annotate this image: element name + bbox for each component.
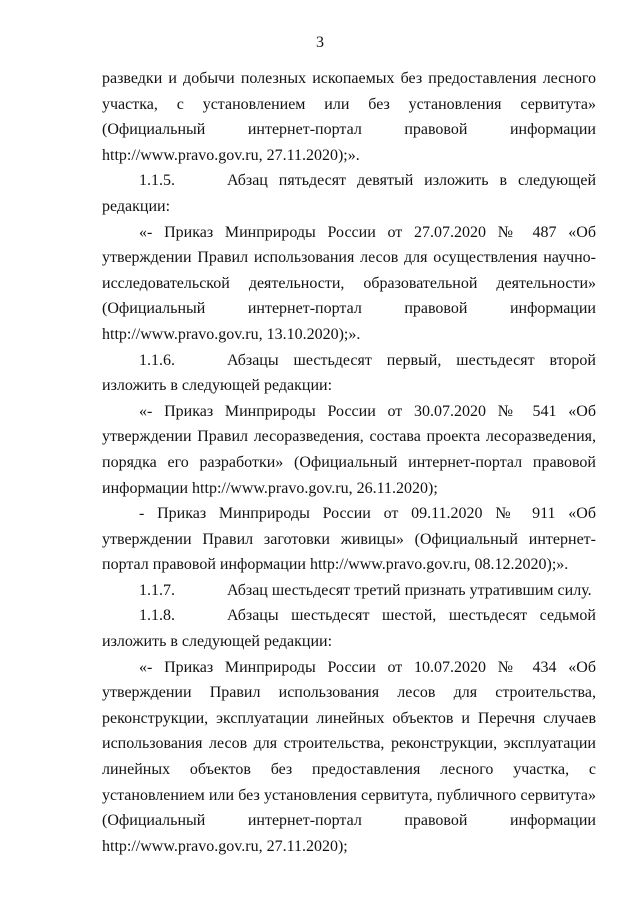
clause-1-1-7 bbox=[102, 578, 596, 604]
paragraph-text: «- Приказ Минприроды России от 10.07.2020 № 434 «Об утверждении Правил использования лесов для строительства, реконструкции, эксплуатации линейных объектов и Перечня случаев использования лесов для строительства, реконструкции, эксплуатации линейных объектов без предоставления лесного участка, с установлением или без установления сервитута, публичного сервитута» (Официальный интернет-портал правовой информации http://www.pravo.gov.ru, 27.11.2020); bbox=[102, 658, 596, 855]
clause-text: Абзацы шестьдесят шестой, шестьдесят седьмой изложить в следующей редакции: bbox=[102, 607, 596, 651]
clause-1-1-5 bbox=[102, 168, 596, 219]
paragraph-text: «- Приказ Минприроды России от 27.07.2020 № 487 «Об утверждении Правил использования лесов для осуществления научно-исследовательской деятельности, образовательной деятельности» (Официальный интернет-портал правовой информации http://www.pravo.gov.ru, 13.10.2020);». bbox=[102, 223, 596, 343]
paragraph-order-911 bbox=[102, 501, 596, 578]
paragraph-continuation bbox=[102, 66, 596, 168]
clause-text: Абзац шестьдесят третий признать утратившим силу. bbox=[227, 581, 592, 599]
clause-number: 1.1.8. bbox=[139, 607, 175, 625]
paragraph-order-541 bbox=[102, 399, 596, 501]
clause-1-1-8 bbox=[102, 603, 596, 654]
clause-text: Абзац пятьдесят девятый изложить в следующей редакции: bbox=[102, 172, 596, 215]
paragraph-order-434 bbox=[102, 655, 596, 860]
paragraph-order-487 bbox=[102, 220, 596, 348]
clause-number: 1.1.5. bbox=[139, 172, 175, 190]
clause-number: 1.1.7. bbox=[139, 581, 175, 599]
paragraph-text: «- Приказ Минприроды России от 30.07.2020 № 541 «Об утверждении Правил лесоразведения, состава проекта лесоразведения, порядка его разработки» (Официальный интернет-портал правовой информации http://www.pravo.gov.ru, 26.11.2020); bbox=[102, 402, 596, 497]
clause-text: Абзацы шестьдесят первый, шестьдесят второй изложить в следующей редакции: bbox=[102, 351, 596, 395]
paragraph-text: - Приказ Минприроды России от 09.11.2020 № 911 «Об утверждении Правил заготовки живицы» (Официальный интернет-портал правовой информации http://www.pravo.gov.ru, 08.12.2020);». bbox=[102, 505, 596, 574]
clause-1-1-6 bbox=[102, 348, 596, 399]
paragraph-text: разведки и добычи полезных ископаемых без предоставления лесного участка, с установлением или без установления сервитута» (Официальный интернет-портал правовой информации http://www.pravo.gov.ru, 27.11.2020);». bbox=[102, 70, 596, 164]
page-number: 3 bbox=[316, 34, 324, 51]
document-body bbox=[102, 66, 596, 859]
clause-number: 1.1.6. bbox=[139, 351, 175, 369]
